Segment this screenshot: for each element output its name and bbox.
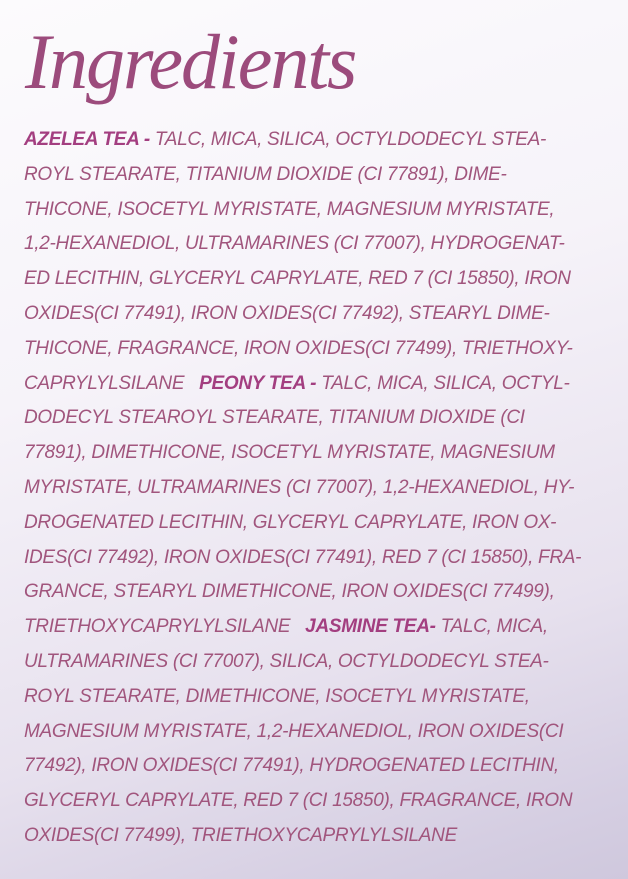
ingredients-text: MYRISTATE, ULTRAMARINES (CI 77007), 1,2-HEXANEDIOL, HY- <box>24 476 575 498</box>
ingredients-text: TRIETHOXYCAPRYLYLSILANE <box>24 616 306 638</box>
ingredients-text: THICONE, ISOCETYL MYRISTATE, MAGNESIUM MYRISTATE, <box>24 198 555 220</box>
ingredients-text: THICONE, FRAGRANCE, IRON OXIDES(CI 77499), TRIETHOXY- <box>24 337 573 359</box>
ingredients-text: CAPRYLYLSILANE <box>24 372 200 394</box>
ingredients-text: GRANCE, STEARYL DIMETHICONE, IRON OXIDES(CI 77499), <box>24 581 555 603</box>
ingredients-text: DROGENATED LECITHIN, GLYCERYL CAPRYLATE, IRON OX- <box>24 511 557 533</box>
ingredients-text: ED LECITHIN, GLYCERYL CAPRYLATE, RED 7 (CI 15850), IRON <box>24 268 571 290</box>
ingredients-line <box>24 367 610 402</box>
ingredients-line <box>24 436 610 471</box>
ingredients-line <box>24 610 610 645</box>
ingredients-line <box>24 506 610 541</box>
section-header: PEONY TEA - <box>199 372 322 394</box>
ingredients-line <box>24 297 610 332</box>
ingredients-text: MAGNESIUM MYRISTATE, 1,2-HEXANEDIOL, IRON OXIDES(CI <box>24 720 564 742</box>
ingredients-line <box>24 332 610 367</box>
ingredients-text: 1,2-HEXANEDIOL, ULTRAMARINES (CI 77007), HYDROGENAT- <box>24 233 565 255</box>
ingredients-line <box>24 193 610 228</box>
ingredients-line <box>24 715 610 750</box>
ingredients-line <box>24 749 610 784</box>
ingredients-line <box>24 227 610 262</box>
ingredients-text: OXIDES(CI 77499), TRIETHOXYCAPRYLYLSILANE <box>24 824 457 846</box>
ingredients-text: TALC, MICA, SILICA, OCTYLDODECYL STEA- <box>154 129 547 150</box>
ingredients-text: IDES(CI 77492), IRON OXIDES(CI 77491), RED 7 (CI 15850), FRA- <box>24 546 582 568</box>
ingredients-text: ULTRAMARINES (CI 77007), SILICA, OCTYLDODECYL STEA- <box>24 650 549 672</box>
ingredients-line <box>24 471 610 506</box>
ingredients-line <box>24 262 610 297</box>
ingredients-line <box>24 680 610 715</box>
ingredients-text: TALC, MICA, SILICA, OCTYL- <box>321 372 570 394</box>
ingredients-line <box>24 123 610 158</box>
ingredients-text: DODECYL STEAROYL STEARATE, TITANIUM DIOXIDE (CI <box>24 407 525 429</box>
ingredients-text: ROYL STEARATE, TITANIUM DIOXIDE (CI 77891), DIME- <box>24 163 507 185</box>
ingredients-line <box>24 575 610 610</box>
ingredients-line <box>24 401 610 436</box>
ingredients-line <box>24 784 610 819</box>
ingredients-line <box>24 645 610 680</box>
ingredients-text: 77891), DIMETHICONE, ISOCETYL MYRISTATE, MAGNESIUM <box>24 442 555 464</box>
section-header: JASMINE TEA- <box>305 616 441 638</box>
ingredients-line <box>24 541 610 576</box>
section-header: AZELEA TEA - <box>24 129 155 150</box>
ingredients-text: ROYL STEARATE, DIMETHICONE, ISOCETYL MYRISTATE, <box>24 685 530 707</box>
ingredients-text: OXIDES(CI 77491), IRON OXIDES(CI 77492), STEARYL DIME- <box>24 302 550 324</box>
ingredients-line <box>24 819 610 854</box>
ingredients-text: 77492), IRON OXIDES(CI 77491), HYDROGENATED LECITHIN, <box>24 755 559 777</box>
ingredients-body <box>24 123 610 854</box>
ingredients-text: TALC, MICA, <box>440 616 548 638</box>
page-title: Ingredients <box>25 18 356 105</box>
ingredients-text: GLYCERYL CAPRYLATE, RED 7 (CI 15850), FRAGRANCE, IRON <box>24 790 573 812</box>
ingredients-line <box>24 158 610 193</box>
